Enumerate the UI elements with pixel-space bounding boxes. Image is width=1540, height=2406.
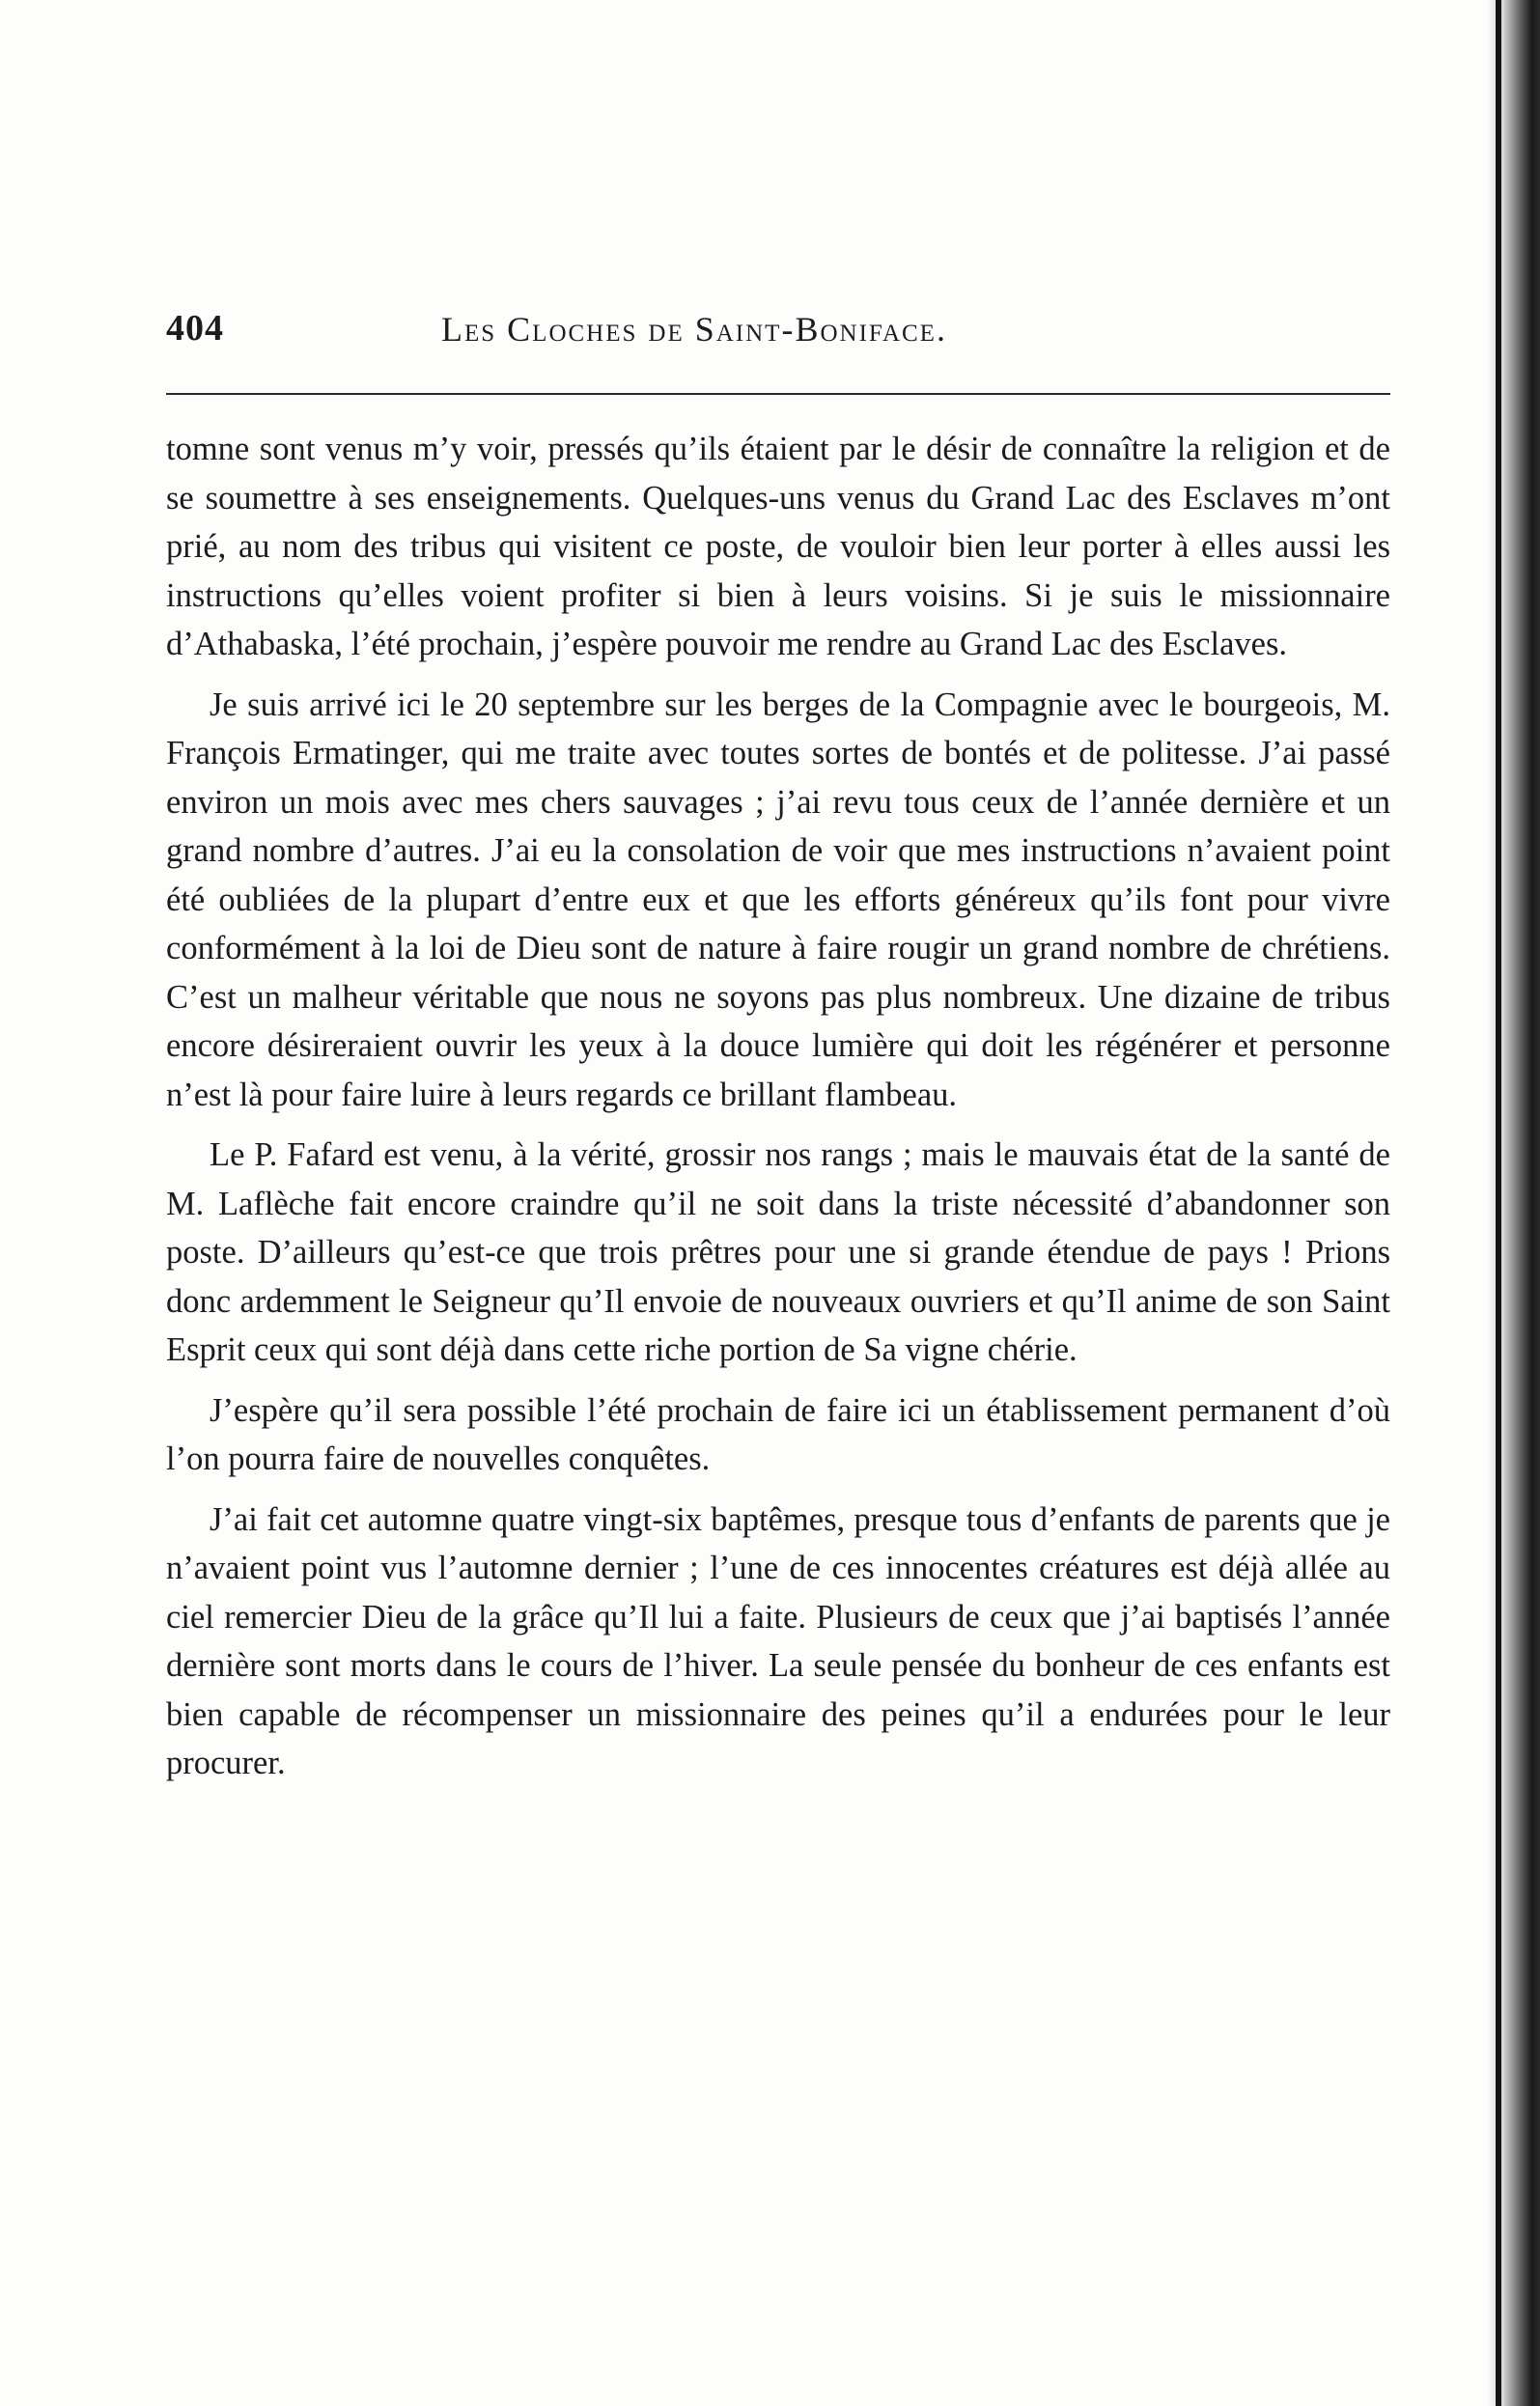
paragraph-establishment: J’espère qu’il sera possible l’été prochain de faire ici un établissement permanent d’où l’on pourra faire de nouvelles conquêtes. xyxy=(166,1391,1390,1477)
header-rule xyxy=(166,393,1390,395)
page-header xyxy=(166,307,1390,365)
body-text xyxy=(166,425,1390,1800)
paragraph-baptisms: J’ai fait cet automne quatre vingt-six baptêmes, presque tous d’enfants de parents que je n’avaient point vus l’automne dernier ; l’une de ces innocentes créatures est déjà allée au ciel remercier Dieu de la grâce qu’Il lui a faite. Plusieurs de ceux que j’ai baptisés l’année dernière sont morts dans le cours de l’hiver. La seule pensée du bonheur de ces enfants est bien capable de récompenser un missionnaire des peines qu’il a endurées pour le leur procurer. xyxy=(166,1500,1390,1781)
paragraph-arrival: Je suis arrivé ici le 20 septembre sur les berges de la Compagnie avec le bourgeois, M. François Ermatinger, qui me traite avec toutes sortes de bontés et de politesse. J’ai passé environ un mois avec mes chers sauvages ; j’ai revu tous ceux de l’année dernière et un grand nombre d’autres. J’ai eu la consolation de voir que mes instructions n’avaient point été oubliées de la plupart d’entre eux et que les efforts généreux qu’ils font pour vivre conformément à la loi de Dieu sont de nature à faire rougir un grand nombre de chrétiens. C’est un malheur véritable que nous ne soyons pas plus nombreux. Une dizaine de tribus encore désireraient ouvrir les yeux à la douce lumière qui doit les régénérer et personne n’est là pour faire luire à leurs regards ce brillant flambeau. xyxy=(166,685,1390,1113)
paragraph-continued: tomne sont venus m’y voir, pressés qu’ils étaient par le désir de connaître la religion et de se soumettre à ses enseignements. Quelques-uns venus du Grand Lac des Esclaves m’ont prié, au nom des tribus qui visitent ce poste, de vouloir bien leur porter à elles aussi les instructions qu’elles voient profiter si bien à leurs voisins. Si je suis le missionnaire d’Athabaska, l’été prochain, j’espère pouvoir me rendre au Grand Lac des Esclaves. xyxy=(166,431,1390,662)
binding-shadow-line xyxy=(1496,0,1501,2406)
running-title: Les Cloches de Saint-Boniface. xyxy=(441,310,947,349)
page-number: 404 xyxy=(166,308,224,349)
paragraph-fafard: Le P. Fafard est venu, à la vérité, grossir nos rangs ; mais le mauvais état de la santé de M. Laflèche fait encore craindre qu’il ne soit dans la triste nécessité d’abandonner son poste. D’ailleurs qu’est-ce que trois prêtres pour une si grande étendue de pays ! Prions donc ardemment le Seigneur qu’Il envoie de nouveaux ouvriers et qu’Il anime de son Saint Esprit ceux qui sont déjà dans cette riche portion de Sa vigne chérie. xyxy=(166,1136,1390,1368)
